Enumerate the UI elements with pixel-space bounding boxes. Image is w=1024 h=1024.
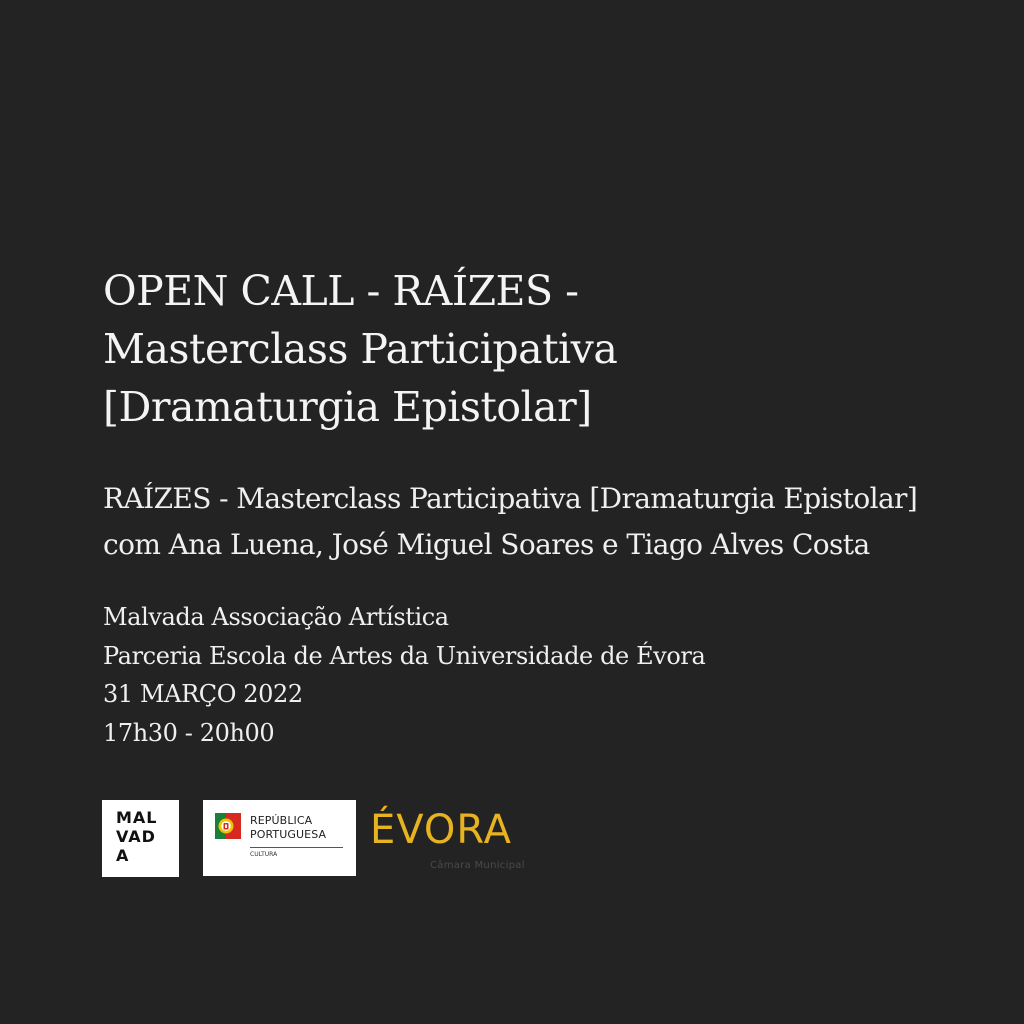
event-info — [103, 598, 903, 752]
organizer-text: Malvada Associação Artística — [103, 603, 449, 631]
evora-wordmark: ÉVORA — [370, 807, 512, 853]
title-line-1: OPEN CALL - RAÍZES - — [103, 267, 579, 315]
title-line-2: Masterclass Participativa — [103, 325, 618, 373]
cultura-text: CULTURA — [250, 851, 278, 858]
title-line-3: [Dramaturgia Epistolar] — [103, 383, 592, 431]
malvada-logo-line-1: MAL — [116, 808, 158, 827]
camara-municipal-text: Câmara Municipal — [430, 860, 525, 871]
subtitle-line-2: com Ana Luena, José Miguel Soares e Tiago Alves Costa — [103, 528, 870, 561]
portuguese-republic-emblem-icon — [215, 813, 241, 839]
malvada-logo-line-2: VAD — [116, 827, 156, 846]
portuguesa-text: PORTUGUESA — [250, 828, 327, 841]
event-time: 17h30 - 20h00 — [103, 718, 275, 747]
republica-text: REPÚBLICA — [250, 814, 313, 827]
event-subtitle — [103, 476, 1003, 568]
malvada-logo — [102, 800, 179, 877]
event-title — [103, 262, 963, 436]
event-date: 31 MARÇO 2022 — [103, 680, 303, 708]
subtitle-line-1: RAÍZES - Masterclass Participativa [Dramaturgia Epistolar] — [103, 482, 918, 515]
partnership-text: Parceria Escola de Artes da Universidade de Évora — [103, 641, 706, 670]
evora-logo — [368, 808, 538, 878]
republica-divider — [250, 847, 343, 848]
malvada-logo-line-3: A — [116, 846, 130, 865]
republica-portuguesa-logo — [203, 800, 356, 876]
